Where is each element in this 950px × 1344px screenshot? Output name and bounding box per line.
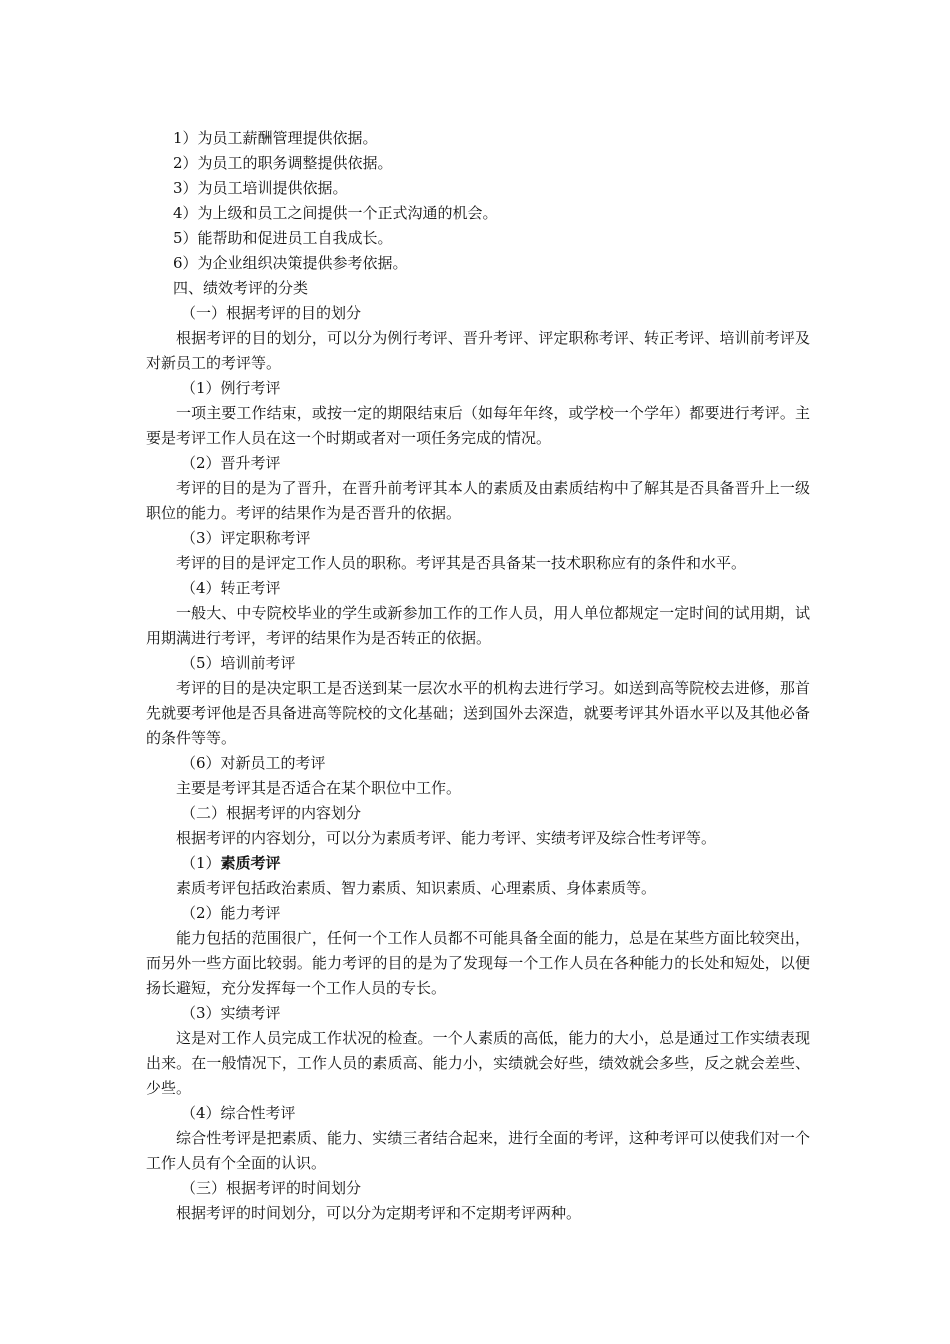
item-title: （3）评定职称考评 xyxy=(181,529,311,547)
list-item: 2）为员工的职务调整提供依据。 xyxy=(173,154,393,172)
item-title: （3）实绩考评 xyxy=(181,1004,281,1022)
item-title xyxy=(146,851,810,876)
paragraph: 考评的目的是为了晋升，在晋升前考评其本人的素质及由素质结构中了解其是否具备晋升上一级职位的能力。考评的结果作为是否晋升的依据。 xyxy=(146,479,810,522)
list-item: 5）能帮助和促进员工自我成长。 xyxy=(173,229,393,247)
paragraph: 一般大、中专院校毕业的学生或新参加工作的工作人员，用人单位都规定一定时间的试用期，试用期满进行考评，考评的结果作为是否转正的依据。 xyxy=(146,604,810,647)
paragraph: 根据考评的目的划分，可以分为例行考评、晋升考评、评定职称考评、转正考评、培训前考评及对新员工的考评等。 xyxy=(146,329,810,372)
list-item: 1）为员工薪酬管理提供依据。 xyxy=(173,129,378,147)
list-item: 4）为上级和员工之间提供一个正式沟通的机会。 xyxy=(173,204,498,222)
item-title: （4）转正考评 xyxy=(181,579,281,597)
list-item: 3）为员工培训提供依据。 xyxy=(173,179,348,197)
paragraph: 这是对工作人员完成工作状况的检查。一个人素质的高低，能力的大小，总是通过工作实绩表现出来。在一般情况下，工作人员的素质高、能力小，实绩就会好些，绩效就会多些，反之就会差些、少些。 xyxy=(146,1029,810,1097)
paragraph: 根据考评的内容划分，可以分为素质考评、能力考评、实绩考评及综合性考评等。 xyxy=(176,829,717,847)
item-number: （1） xyxy=(181,854,221,872)
paragraph: 综合性考评是把素质、能力、实绩三者结合起来，进行全面的考评，这种考评可以使我们对一个工作人员有个全面的认识。 xyxy=(146,1129,810,1172)
item-title: （1）例行考评 xyxy=(181,379,281,397)
item-title: （2）能力考评 xyxy=(181,904,281,922)
item-title: （5）培训前考评 xyxy=(181,654,296,672)
paragraph: 考评的目的是决定职工是否送到某一层次水平的机构去进行学习。如送到高等院校去进修，那首先就要考评他是否具备进高等院校的文化基础；送到国外去深造，就要考评其外语水平以及其他必备的条件等等。 xyxy=(146,679,810,747)
item-title: （2）晋升考评 xyxy=(181,454,281,472)
list-item: 6）为企业组织决策提供参考依据。 xyxy=(173,254,408,272)
paragraph: 素质考评包括政治素质、智力素质、知识素质、心理素质、身体素质等。 xyxy=(176,879,657,897)
item-title: （4）综合性考评 xyxy=(181,1104,296,1122)
paragraph: 一项主要工作结束，或按一定的期限结束后（如每年年终，或学校一个学年）都要进行考评。主要是考评工作人员在这一个时期或者对一项任务完成的情况。 xyxy=(146,404,810,447)
section-heading: 四、绩效考评的分类 xyxy=(173,279,309,297)
subsection-heading: （三）根据考评的时间划分 xyxy=(181,1179,362,1197)
document-body xyxy=(146,126,810,1226)
paragraph: 主要是考评其是否适合在某个职位中工作。 xyxy=(176,779,462,797)
item-title-bold: 素质考评 xyxy=(220,854,281,872)
item-title: （6）对新员工的考评 xyxy=(181,754,326,772)
paragraph: 能力包括的范围很广，任何一个工作人员都不可能具备全面的能力，总是在某些方面比较突出，而另外一些方面比较弱。能力考评的目的是为了发现每一个工作人员在各种能力的长处和短处，以便扬长避短，充分发挥每一个工作人员的专长。 xyxy=(146,929,810,997)
paragraph: 根据考评的时间划分，可以分为定期考评和不定期考评两种。 xyxy=(176,1204,582,1222)
subsection-heading: （二）根据考评的内容划分 xyxy=(181,804,362,822)
paragraph: 考评的目的是评定工作人员的职称。考评其是否具备某一技术职称应有的条件和水平。 xyxy=(176,554,747,572)
subsection-heading: （一）根据考评的目的划分 xyxy=(181,304,362,322)
